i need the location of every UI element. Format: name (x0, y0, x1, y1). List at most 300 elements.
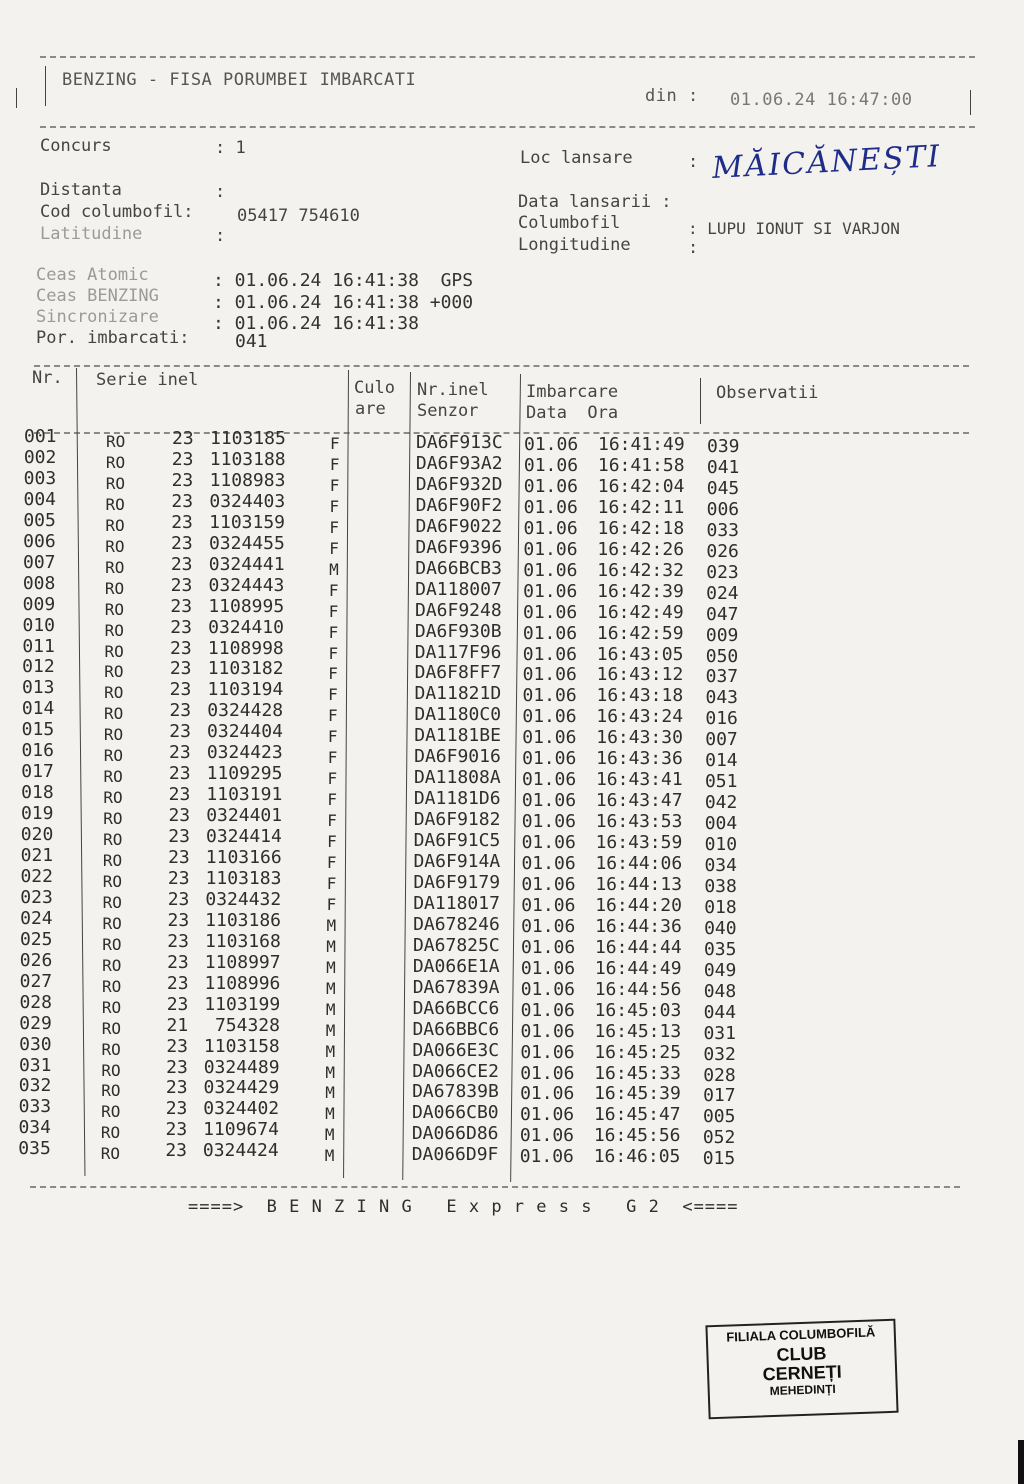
cell-year: 23 (171, 469, 194, 491)
cell-time: 16:45:39 (594, 1083, 681, 1105)
cell-sex: M (329, 559, 339, 579)
cell-nr: 020 (20, 824, 54, 846)
cell-ring: 1108997 (204, 951, 281, 973)
cell-nr: 027 (19, 970, 53, 992)
cell-time: 16:43:41 (595, 769, 683, 791)
cell-sensor: DA066CE2 (412, 1060, 499, 1082)
cell-sensor: DA67839A (412, 976, 500, 998)
cell-country: RO (102, 934, 122, 954)
cell-country: RO (102, 955, 122, 975)
cell-date: 01.06 (522, 748, 577, 770)
cell-obs: 045 (706, 477, 740, 499)
cell-ring: 0324424 (202, 1140, 279, 1162)
cell-year: 23 (170, 574, 193, 596)
cell-sex: F (328, 580, 339, 600)
cell-sex: M (326, 936, 336, 956)
cell-sensor: DA6F930B (414, 620, 502, 642)
cell-obs: 051 (704, 771, 738, 793)
cell-time: 16:44:56 (594, 978, 682, 1000)
cell-date: 01.06 (519, 1125, 575, 1147)
cell-country: RO (103, 767, 123, 787)
cell-ring: 0324403 (209, 490, 286, 512)
cell-sex: M (325, 1041, 336, 1061)
cell-nr: 005 (23, 509, 56, 531)
cell-date: 01.06 (522, 706, 577, 728)
cell-sex: F (328, 664, 338, 684)
cell-country: RO (103, 788, 123, 808)
cell-year: 21 (166, 1014, 189, 1036)
cell-time: 16:43:12 (596, 664, 684, 686)
cell-time: 16:43:18 (596, 685, 684, 707)
cell-country: RO (100, 1144, 121, 1164)
cell-time: 16:44:20 (595, 894, 682, 916)
cell-sex: M (326, 957, 336, 977)
cell-ring: 0324455 (208, 532, 285, 554)
stamp-line-1: FILIALA COLUMBOFILĂ (726, 1324, 876, 1345)
cell-obs: 032 (703, 1043, 736, 1065)
cell-country: RO (104, 662, 124, 682)
cell-country: RO (102, 892, 122, 912)
cell-year: 23 (171, 490, 194, 512)
cell-sensor: DA6F914A (413, 851, 501, 872)
cell-nr: 016 (21, 740, 54, 762)
cell-sex: F (330, 434, 340, 453)
cell-nr: 006 (23, 530, 56, 552)
cell-sensor: DA66BBC6 (412, 1018, 500, 1040)
cell-date: 01.06 (523, 538, 578, 560)
cell-nr: 007 (22, 551, 56, 573)
cell-obs: 010 (704, 834, 738, 856)
cell-sex: M (325, 1104, 335, 1124)
cell-sex: F (327, 811, 337, 831)
cell-sex: F (327, 748, 338, 768)
cell-nr: 002 (23, 446, 57, 468)
cell-country: RO (102, 871, 123, 891)
cell-year: 23 (165, 1098, 188, 1120)
cell-sensor: DA6F9182 (413, 809, 501, 831)
cell-year: 23 (166, 972, 189, 994)
cell-year: 23 (172, 428, 194, 449)
cell-nr: 019 (20, 803, 54, 825)
cell-date: 01.06 (523, 559, 578, 581)
cell-ring: 0324423 (206, 742, 283, 764)
cell-sensor: DA6F932D (415, 473, 503, 495)
cell-obs: 031 (703, 1022, 736, 1044)
cell-date: 01.06 (522, 727, 577, 749)
table-row (0, 1054, 1024, 1086)
cell-date: 01.06 (520, 936, 576, 958)
loc-colon: : (688, 152, 699, 172)
header-culoare-1: Culo (354, 378, 395, 398)
cell-sensor: DA118017 (413, 892, 500, 914)
cell-ring: 1103185 (210, 428, 286, 449)
cell-sex: F (327, 790, 338, 810)
cell-date: 01.06 (520, 1062, 575, 1084)
cell-ring: 0324432 (205, 888, 282, 910)
cell-country: RO (103, 809, 123, 829)
cell-country: RO (104, 641, 124, 661)
document-title: BENZING - FISA PORUMBEI IMBARCATI (62, 70, 417, 90)
cell-time: 16:41:49 (598, 434, 685, 455)
cell-ring: 0324489 (203, 1056, 280, 1078)
cell-year: 23 (167, 930, 189, 952)
cell-country: RO (101, 1081, 121, 1101)
cell-date: 01.06 (523, 496, 578, 518)
cell-sex: M (325, 999, 336, 1019)
cell-country: RO (105, 473, 125, 493)
cell-obs: 017 (703, 1085, 736, 1107)
cell-country: RO (104, 683, 124, 703)
cell-ring: 1108998 (207, 637, 284, 659)
cell-obs: 044 (703, 1001, 737, 1023)
cell-obs: 006 (706, 498, 740, 520)
cell-date: 01.06 (521, 790, 577, 812)
cell-time: 16:42:26 (597, 538, 685, 560)
margin-mark (16, 88, 17, 108)
cell-sex: M (324, 1125, 335, 1145)
cell-country: RO (102, 851, 123, 870)
cell-sex: F (329, 454, 340, 474)
cell-nr: 031 (18, 1054, 52, 1076)
cell-obs: 004 (704, 813, 738, 835)
cell-time: 16:45:56 (593, 1125, 681, 1147)
cell-obs: 038 (704, 875, 737, 897)
cell-sex: F (329, 517, 340, 537)
cell-nr: 012 (22, 656, 55, 678)
cell-country: RO (101, 1039, 121, 1059)
cell-ring: 0324402 (203, 1098, 280, 1120)
cell-time: 16:46:05 (593, 1146, 681, 1168)
cell-country: RO (104, 578, 125, 598)
cell-obs: 005 (702, 1106, 736, 1128)
header-imbarcare-2: Data Ora (526, 403, 619, 423)
header-nr: Nr. (32, 368, 63, 388)
cell-time: 16:43:05 (596, 643, 684, 665)
cell-time: 16:42:04 (597, 475, 685, 497)
cell-obs: 037 (705, 666, 739, 688)
cell-date: 01.06 (522, 601, 578, 623)
cell-sex: F (328, 601, 339, 621)
table-bottom-border (30, 1186, 960, 1188)
cell-date: 01.06 (522, 664, 577, 686)
cell-country: RO (101, 1060, 121, 1080)
cell-date: 01.06 (520, 1083, 575, 1105)
cell-time: 16:43:59 (595, 832, 683, 854)
cell-sex: F (329, 475, 340, 495)
cell-date: 01.06 (521, 811, 576, 833)
cell-sensor: DA6F8FF7 (414, 662, 502, 684)
cell-obs: 048 (703, 980, 737, 1002)
cell-sex: F (327, 832, 337, 852)
scan-edge (1018, 1440, 1024, 1484)
header-serie-inel: Serie inel (96, 370, 199, 390)
cell-nr: 034 (18, 1117, 51, 1139)
cell-nr: 030 (19, 1033, 52, 1055)
stamp-line-2: CLUB (776, 1342, 827, 1365)
sincronizare-label: Sincronizare (36, 307, 159, 327)
columbofil-value: : LUPU IONUT SI VARJON (688, 219, 900, 238)
cell-ring: 1108983 (209, 469, 286, 491)
loc-value-handwritten: MĂICĂNEȘTI (711, 139, 943, 186)
cell-sensor: DA6F913C (416, 432, 503, 453)
header-nr-inel-2: Senzor (417, 401, 479, 421)
table-top-border (34, 365, 969, 367)
cell-sensor: DA6F93A2 (415, 452, 503, 474)
cell-year: 23 (166, 993, 189, 1015)
cell-sensor: DA118007 (415, 578, 502, 600)
por-imbarcati-value: 041 (235, 331, 268, 352)
header-observatii: Observatii (716, 383, 819, 403)
cell-time: 16:42:39 (597, 580, 684, 602)
cell-date: 01.06 (522, 685, 577, 707)
cell-time: 16:42:32 (597, 559, 684, 581)
cell-nr: 026 (19, 949, 53, 971)
latitudine-label: Latitudine (40, 224, 143, 244)
ceas-atomic-label: Ceas Atomic (36, 265, 149, 285)
cell-date: 01.06 (521, 915, 576, 937)
cell-sensor: DA678246 (413, 913, 500, 935)
cell-date: 01.06 (519, 1146, 574, 1168)
cell-date: 01.06 (523, 475, 578, 497)
cell-year: 23 (168, 826, 190, 848)
din-label: din : (645, 86, 699, 106)
cell-ring: 0324401 (206, 805, 283, 827)
cell-country: RO (106, 432, 126, 451)
cell-ring: 1103166 (205, 847, 282, 868)
cell-obs: 047 (705, 603, 739, 625)
table-row (0, 1033, 1024, 1065)
cell-year: 23 (165, 1119, 188, 1141)
cell-time: 16:45:25 (594, 1041, 682, 1063)
cell-time: 16:45:03 (594, 999, 682, 1021)
cell-country: RO (105, 515, 125, 535)
cell-obs: 009 (705, 624, 739, 646)
cell-year: 23 (169, 742, 191, 764)
cell-year: 23 (165, 1077, 188, 1099)
header-bottom-border (40, 126, 975, 128)
cell-obs: 028 (703, 1064, 736, 1086)
cell-country: RO (101, 1018, 121, 1038)
cell-sensor: DA11821D (414, 683, 502, 705)
cell-nr: 024 (20, 907, 53, 929)
cell-nr: 014 (21, 698, 55, 720)
concurs-label: Concurs (40, 136, 112, 156)
cell-obs: 052 (702, 1127, 736, 1149)
cell-country: RO (101, 976, 122, 996)
cell-sensor: DA117F96 (414, 641, 502, 663)
cell-time: 16:43:30 (596, 727, 683, 749)
cell-date: 01.06 (521, 769, 577, 791)
cell-ring: 0324404 (207, 721, 283, 743)
longitudine-label: Longitudine (518, 235, 631, 255)
concurs-value: : 1 (215, 138, 246, 158)
club-stamp (705, 1319, 898, 1420)
stamp-line-3: CERNEȚI (762, 1361, 842, 1384)
ceas-atomic-value: : 01.06.24 16:41:38 GPS (213, 270, 474, 291)
cell-year: 23 (168, 847, 190, 868)
cell-nr: 010 (22, 614, 55, 636)
cell-time: 16:45:33 (594, 1062, 681, 1084)
cell-nr: 035 (18, 1138, 51, 1160)
cell-date: 01.06 (521, 873, 576, 895)
cell-time: 16:45:13 (594, 1020, 682, 1042)
latitudine-value: : (215, 226, 226, 246)
header-top-border (40, 56, 975, 58)
cell-nr: 025 (19, 928, 53, 950)
cell-time: 16:44:49 (594, 957, 682, 979)
cell-sensor: DA67825C (412, 934, 500, 956)
din-value: 01.06.24 16:47:00 (730, 90, 913, 110)
cell-year: 23 (169, 658, 192, 680)
cell-ring: 1103188 (209, 448, 286, 470)
cell-country: RO (101, 1102, 121, 1122)
cell-ring: 0324428 (207, 700, 284, 722)
cell-date: 01.06 (523, 580, 578, 602)
cell-ring: 1103159 (209, 511, 286, 533)
cell-nr: 011 (22, 635, 55, 657)
cell-sex: F (328, 685, 338, 705)
cell-date: 01.06 (520, 1020, 575, 1042)
cell-ring: 1103186 (205, 909, 282, 931)
cell-sensor: DA066E3C (412, 1039, 500, 1061)
cell-time: 16:42:11 (597, 496, 685, 518)
cell-year: 23 (169, 679, 192, 701)
cell-year: 23 (170, 595, 193, 617)
cell-date: 01.06 (522, 643, 577, 665)
cell-obs: 041 (706, 456, 740, 478)
cell-year: 23 (168, 763, 191, 785)
ceas-benzing-label: Ceas BENZING (36, 286, 159, 306)
cell-nr: 009 (22, 593, 56, 615)
cell-year: 23 (168, 784, 191, 806)
longitudine-value: : (688, 238, 699, 258)
cell-sex: M (324, 1146, 335, 1166)
cell-time: 16:43:47 (595, 790, 683, 812)
cell-date: 01.06 (521, 894, 576, 916)
cell-obs: 007 (705, 729, 738, 751)
cell-date: 01.06 (519, 1104, 575, 1126)
cell-sensor: DA6F9016 (414, 746, 501, 768)
data-lansarii-label: Data lansarii : (518, 192, 672, 212)
cell-ring: 1103168 (204, 930, 281, 952)
cell-time: 16:43:36 (596, 748, 683, 770)
cell-ring: 1108996 (204, 972, 281, 994)
cell-sex: F (328, 622, 339, 642)
cell-date: 01.06 (520, 978, 575, 1000)
cell-year: 23 (171, 448, 194, 470)
cell-obs: 042 (704, 792, 738, 814)
cell-sensor: DA6F91C5 (413, 830, 501, 852)
cell-date: 01.06 (521, 832, 576, 854)
cell-year: 23 (167, 867, 190, 889)
cell-country: RO (105, 536, 125, 556)
cell-sex: M (325, 1062, 336, 1082)
ceas-benzing-value: : 01.06.24 16:41:38 +000 (213, 292, 474, 313)
cell-sensor: DA66BCC6 (412, 997, 500, 1019)
cell-sex: M (325, 1020, 336, 1040)
cell-year: 23 (165, 1140, 188, 1162)
cell-obs: 026 (706, 540, 739, 562)
cell-ring: 1103191 (206, 784, 283, 806)
cell-sensor: DA6F9248 (414, 599, 502, 621)
cell-country: RO (101, 997, 122, 1017)
cell-sex: F (327, 706, 338, 726)
cell-sex: F (326, 853, 337, 872)
cell-year: 23 (166, 1056, 188, 1078)
cell-nr: 017 (21, 761, 54, 783)
cell-ring: 1103199 (204, 993, 281, 1015)
cell-sex: F (327, 727, 338, 747)
cell-sensor: DA066D9F (411, 1144, 499, 1166)
cell-date: 01.06 (520, 999, 575, 1021)
footer-banner: ====> B E N Z I N G E x p r e s s G 2 <==== (188, 1197, 739, 1217)
cell-ring: 1109674 (203, 1119, 279, 1141)
cell-ring: 1103182 (207, 658, 284, 680)
cell-date: 01.06 (522, 622, 578, 644)
cell-sensor: DA11808A (413, 767, 501, 789)
cell-date: 01.06 (523, 517, 578, 539)
cell-ring: 0324429 (203, 1077, 280, 1099)
cell-sensor: DA6F90F2 (415, 494, 503, 516)
cell-time: 16:41:58 (597, 454, 685, 476)
cell-nr: 022 (20, 865, 53, 887)
cell-year: 23 (169, 700, 192, 722)
cell-date: 01.06 (524, 434, 579, 455)
cell-date: 01.06 (521, 853, 576, 874)
cell-obs: 039 (707, 436, 740, 457)
cell-sensor: DA066E1A (412, 955, 500, 977)
cell-country: RO (104, 620, 124, 640)
cell-sex: F (329, 538, 339, 558)
por-imbarcati-label: Por. imbarcati: (36, 328, 190, 348)
cell-ring: 0324410 (208, 616, 284, 638)
cell-sex: F (329, 496, 340, 516)
cell-obs: 033 (706, 519, 739, 541)
cell-nr: 018 (21, 782, 54, 804)
cell-sensor: DA066D86 (411, 1123, 499, 1145)
cell-date: 01.06 (520, 957, 576, 979)
cell-obs: 034 (704, 855, 737, 876)
distanta-value: : (215, 182, 226, 202)
cell-country: RO (105, 452, 126, 472)
cell-sensor: DA6F9179 (413, 871, 501, 893)
cell-nr: 013 (21, 677, 55, 699)
cell-nr: 021 (20, 845, 54, 866)
cell-year: 23 (171, 511, 193, 533)
header-culoare-2: are (355, 399, 386, 419)
cell-sensor: DA1181BE (414, 725, 501, 747)
header-left-border (45, 66, 46, 106)
cell-time: 16:43:24 (596, 706, 684, 728)
header-imbarcare-1: Imbarcare (526, 382, 619, 402)
cell-ring: 0324443 (208, 574, 285, 596)
cell-year: 23 (168, 805, 191, 827)
cell-country: RO (103, 704, 124, 724)
cell-country: RO (103, 725, 124, 745)
cell-country: RO (103, 746, 123, 766)
cell-sex: M (325, 1083, 335, 1103)
cell-nr: 004 (23, 488, 56, 510)
cell-sensor: DA066CB0 (411, 1102, 499, 1124)
cell-obs: 018 (704, 896, 737, 918)
cell-year: 23 (170, 616, 192, 638)
cell-time: 16:44:36 (595, 915, 682, 937)
cell-country: RO (102, 913, 122, 933)
cell-sex: F (328, 643, 339, 663)
cell-obs: 050 (705, 645, 739, 667)
cell-obs: 015 (702, 1148, 736, 1170)
cell-ring: 0324441 (208, 553, 285, 575)
